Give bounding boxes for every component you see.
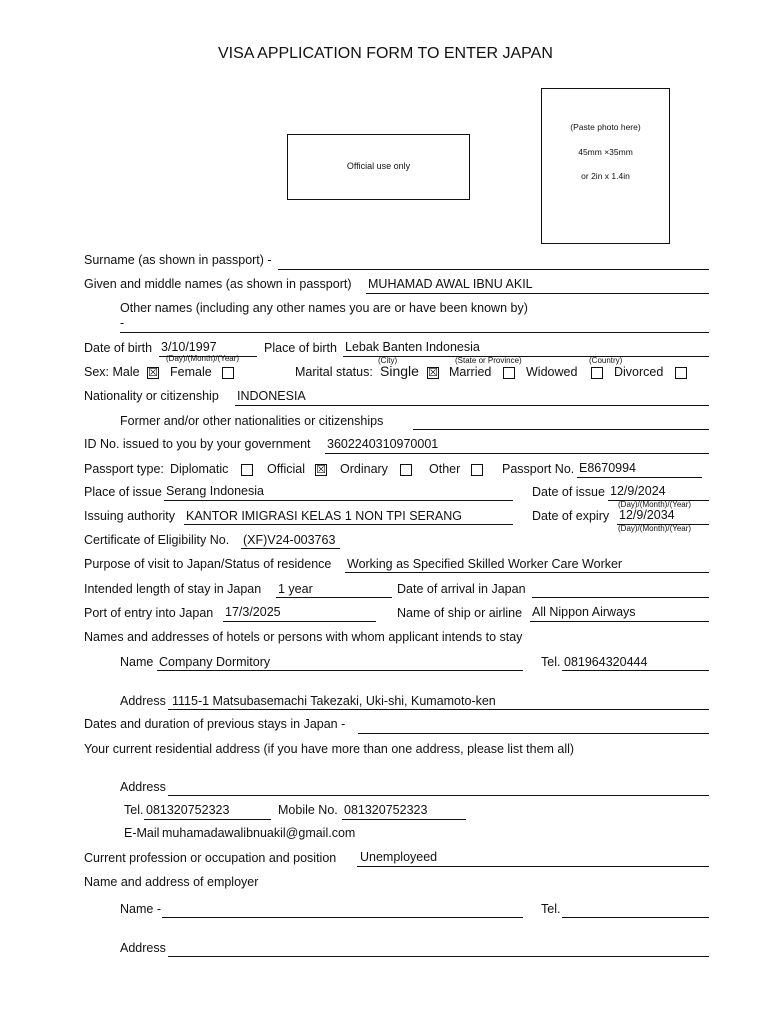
nationality-label: Nationality or citizenship [84, 389, 219, 403]
nationality-value[interactable]: INDONESIA [237, 389, 306, 403]
former-nationality-line [413, 429, 709, 430]
marital-single-checkbox[interactable]: ☒ [428, 367, 438, 379]
passport-official-checkbox[interactable]: ☒ [316, 464, 326, 476]
pob-label: Place of birth [264, 341, 337, 355]
hotel-name-line [157, 670, 523, 671]
purpose-value[interactable]: Working as Specified Skilled Worker Care Worker [347, 557, 623, 571]
tel-value[interactable]: 081320752323 [146, 803, 230, 817]
marital-widowed-checkbox[interactable] [591, 367, 603, 379]
pob-value[interactable]: Lebak Banten Indonesia [345, 340, 480, 354]
current-address-label: Your current residential address (if you have more than one address, please list them all) [84, 742, 575, 756]
pob-hint-state: (State or Province) [455, 356, 522, 365]
employer-tel-line [562, 917, 709, 918]
marital-married-checkbox[interactable] [503, 367, 515, 379]
email-label: E-Mail [124, 826, 160, 840]
arrival-line [532, 597, 709, 598]
dob-label: Date of birth [84, 341, 153, 355]
port-entry-label: Port of entry into Japan [84, 606, 214, 620]
photo-line-1: (Paste photo here) [570, 122, 641, 132]
hotels-label: Names and addresses of hotels or persons with whom applicant intends to stay [84, 630, 523, 644]
passport-type-label: Passport type: [84, 462, 164, 476]
length-stay-line [276, 597, 392, 598]
issuing-authority-label: Issuing authority [84, 509, 176, 523]
place-issue-line [164, 500, 513, 501]
pob-hint-country: (Country) [589, 356, 623, 365]
sex-female-checkbox[interactable] [222, 367, 234, 379]
date-expiry-value[interactable]: 12/9/2034 [619, 508, 675, 522]
profession-label: Current profession or occupation and position [84, 851, 337, 865]
passport-diplomatic-label: Diplomatic [170, 462, 229, 476]
other-names-line [120, 332, 709, 333]
place-issue-label: Place of issue [84, 485, 162, 499]
given-names-line [366, 293, 709, 294]
coe-value[interactable]: (XF)V24-003763 [243, 533, 336, 547]
surname-line [278, 269, 709, 270]
marital-divorced-label: Divorced [614, 365, 664, 379]
date-issue-value[interactable]: 12/9/2024 [610, 484, 666, 498]
official-use-box [287, 134, 470, 200]
passport-no-value[interactable]: E8670994 [579, 461, 637, 475]
employer-label: Name and address of employer [84, 875, 259, 889]
previous-stays-line [358, 733, 709, 734]
given-names-value[interactable]: MUHAMAD AWAL IBNU AKIL [368, 277, 533, 291]
issuing-authority-line [184, 524, 513, 525]
mobile-label: Mobile No. [278, 803, 338, 817]
profession-line [357, 866, 709, 867]
address-label: Address [120, 780, 166, 794]
ship-label: Name of ship or airline [397, 606, 523, 620]
passport-diplomatic-checkbox[interactable] [241, 464, 253, 476]
employer-tel-label: Tel. [541, 902, 561, 916]
sex-female-label: Female [170, 365, 212, 379]
employer-name-line [162, 917, 523, 918]
coe-line [241, 548, 340, 549]
passport-no-line [577, 477, 702, 478]
mobile-line [342, 819, 466, 820]
place-issue-value[interactable]: Serang Indonesia [166, 484, 264, 498]
given-names-label: Given and middle names (as shown in passport) [84, 277, 352, 291]
employer-name-label: Name - [120, 902, 161, 916]
id-no-value[interactable]: 3602240310970001 [327, 437, 439, 451]
tel-label: Tel. [124, 803, 144, 817]
ship-line [530, 621, 709, 622]
dob-hint: (Day)/(Month)/(Year) [166, 354, 240, 363]
passport-no-label: Passport No. [502, 462, 575, 476]
marital-married-label: Married [449, 365, 492, 379]
hotel-address-value[interactable]: 1115-1 Matsubasemachi Takezaki, Uki-shi, Kumamoto-ken [172, 694, 496, 708]
marital-single-label: Single [380, 363, 419, 379]
purpose-line [345, 572, 709, 573]
hotel-tel-line [562, 670, 709, 671]
port-entry-value[interactable]: 17/3/2025 [225, 605, 281, 619]
id-no-line [325, 453, 709, 454]
photo-box[interactable] [541, 88, 670, 244]
marital-label: Marital status: [295, 365, 373, 379]
date-issue-hint: (Day)/(Month)/(Year) [618, 500, 692, 509]
pob-line [343, 356, 709, 357]
length-stay-value[interactable]: 1 year [278, 582, 313, 596]
sex-label: Sex: Male [84, 365, 140, 379]
passport-official-label: Official [267, 462, 305, 476]
issuing-authority-value[interactable]: KANTOR IMIGRASI KELAS 1 NON TPI SERANG [186, 509, 462, 523]
date-issue-label: Date of issue [532, 485, 605, 499]
photo-line-2: 45mm ×35mm [578, 147, 633, 157]
hotel-tel-label: Tel. [541, 655, 561, 669]
marital-widowed-label: Widowed [526, 365, 578, 379]
length-stay-label: Intended length of stay in Japan [84, 582, 262, 596]
passport-other-checkbox[interactable] [471, 464, 483, 476]
other-names-value[interactable]: - [120, 316, 125, 330]
purpose-label: Purpose of visit to Japan/Status of residence [84, 557, 332, 571]
passport-other-label: Other [429, 462, 461, 476]
email-value[interactable]: muhamadawalibnuakil@gmail.com [162, 826, 356, 840]
photo-line-3: or 2in x 1.4in [581, 171, 630, 181]
sex-male-checkbox[interactable]: ☒ [148, 367, 158, 379]
marital-divorced-checkbox[interactable] [675, 367, 687, 379]
mobile-value[interactable]: 081320752323 [344, 803, 428, 817]
dob-value[interactable]: 3/10/1997 [161, 340, 217, 354]
date-expiry-hint: (Day)/(Month)/(Year) [618, 524, 692, 533]
ship-value[interactable]: All Nippon Airways [532, 605, 636, 619]
hotel-name-label: Name [120, 655, 154, 669]
employer-address-label: Address [120, 941, 166, 955]
hotel-address-line [168, 709, 709, 710]
port-entry-line [223, 621, 376, 622]
passport-ordinary-checkbox[interactable] [400, 464, 412, 476]
former-nationality-label: Former and/or other nationalities or citizenships [120, 414, 384, 428]
coe-label: Certificate of Eligibility No. [84, 533, 230, 547]
other-names-label: Other names (including any other names you are or have been known by) [120, 301, 528, 315]
hotel-name-value[interactable]: Company Dormitory [159, 655, 271, 669]
hotel-address-label: Address [120, 694, 166, 708]
nationality-line [235, 405, 709, 406]
tel-line [144, 819, 271, 820]
id-no-label: ID No. issued to you by your government [84, 437, 311, 451]
profession-value[interactable]: Unemployeed [360, 850, 438, 864]
employer-address-line [168, 956, 709, 957]
arrival-label: Date of arrival in Japan [397, 582, 526, 596]
previous-stays-label: Dates and duration of previous stays in Japan - [84, 717, 346, 731]
address-line [168, 795, 709, 796]
passport-ordinary-label: Ordinary [340, 462, 388, 476]
hotel-tel-value[interactable]: 081964320444 [564, 655, 648, 669]
surname-label: Surname (as shown in passport) - [84, 253, 272, 267]
pob-hint-city: (City) [378, 356, 398, 365]
official-use-label: Official use only [346, 161, 411, 171]
date-expiry-label: Date of expiry [532, 509, 610, 523]
page-title: VISA APPLICATION FORM TO ENTER JAPAN [218, 45, 553, 62]
